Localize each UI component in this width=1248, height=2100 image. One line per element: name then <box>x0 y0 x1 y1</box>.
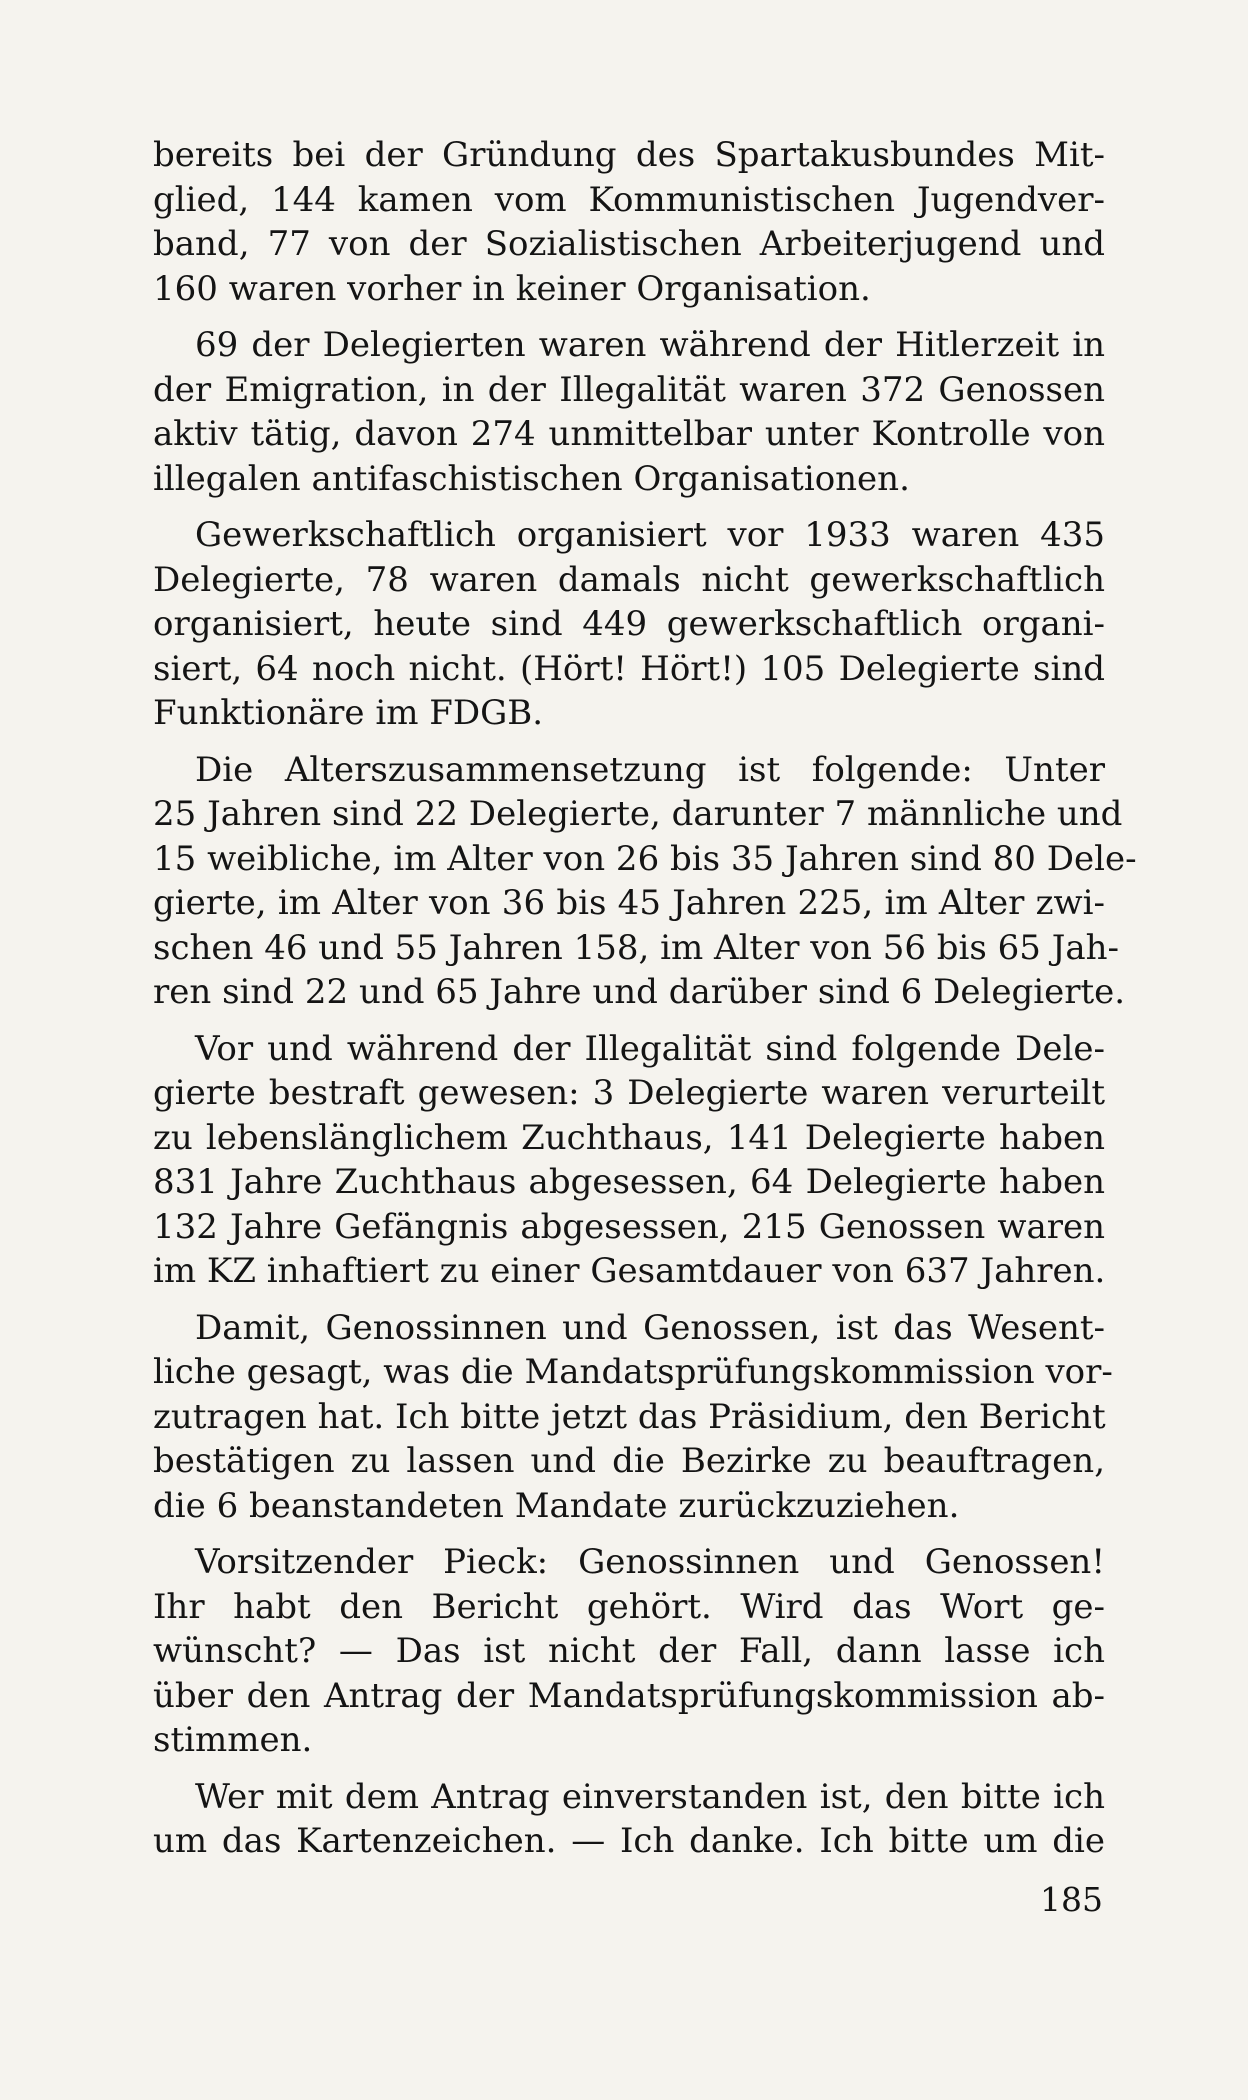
text-line: wünscht? — Das ist nicht der Fall, dann lasse ich <box>153 1631 1105 1671</box>
text-line: 831 Jahre Zuchthaus abgesessen, 64 Delegierte haben <box>153 1162 1105 1202</box>
page-body-text <box>153 133 1137 1876</box>
text-line: schen 46 und 55 Jahren 158, im Alter von 56 bis 65 Jah- <box>153 927 1120 968</box>
text-line: der Emigration, in der Illegalität waren 372 Genossen <box>153 369 1105 410</box>
text-line: Gewerkschaftlich organisiert vor 1933 waren 435 <box>195 515 1105 555</box>
text-line: über den Antrag der Mandatsprüfungskommission ab- <box>153 1675 1105 1716</box>
text-line: zutragen hat. Ich bitte jetzt das Präsidium, den Bericht <box>153 1396 1106 1437</box>
text-line: zu lebenslänglichem Zuchthaus, 141 Delegierte haben <box>153 1117 1105 1158</box>
text-line: organisiert, heute sind 449 gewerkschaftlich organi- <box>153 604 1105 644</box>
text-line: 160 waren vorher in keiner Organisation. <box>153 268 871 309</box>
page-number: 185 <box>1040 1880 1103 1919</box>
text-line: Damit, Genossinnen und Genossen, ist das Wesent- <box>195 1307 1105 1348</box>
text-line: um das Kartenzeichen. — Ich danke. Ich bitte um die <box>153 1821 1105 1861</box>
text-line: Vorsitzender Pieck: Genossinnen und Genossen! <box>195 1542 1105 1582</box>
paragraph <box>153 1027 1105 1294</box>
paragraph <box>153 1540 1105 1763</box>
text-line: aktiv tätig, davon 274 unmittelbar unter Kontrolle von <box>153 414 1105 454</box>
text-line: 69 der Delegierten waren während der Hitlerzeit in <box>195 325 1105 365</box>
text-line: illegalen antifaschistischen Organisationen. <box>153 458 910 499</box>
text-line: 15 weibliche, im Alter von 26 bis 35 Jahren sind 80 Dele- <box>153 838 1137 879</box>
text-line: Die Alterszusammensetzung ist folgende: Unter <box>195 749 1105 790</box>
text-line: ren sind 22 und 65 Jahre und darüber sind 6 Delegierte. <box>153 972 1126 1012</box>
paragraph <box>153 1306 1113 1529</box>
text-line: gierte bestraft gewesen: 3 Delegierte waren verurteilt <box>153 1073 1105 1113</box>
text-line: im KZ inhaftiert zu einer Gesamtdauer von 637 Jahren. <box>153 1251 1106 1291</box>
text-line: liche gesagt, was die Mandatsprüfungskommission vor- <box>153 1352 1113 1392</box>
text-line: bestätigen zu lassen und die Bezirke zu beauftragen, <box>153 1441 1105 1481</box>
paragraph <box>153 133 1105 311</box>
text-line: stimmen. <box>153 1720 313 1760</box>
paragraph <box>153 748 1137 1015</box>
text-line: band, 77 von der Sozialistischen Arbeiterjugend und <box>153 224 1105 264</box>
text-line: glied, 144 kamen vom Kommunistischen Jugendver- <box>153 179 1105 220</box>
text-line: Vor und während der Illegalität sind folgende Dele- <box>195 1028 1105 1069</box>
text-line: Delegierte, 78 waren damals nicht gewerkschaftlich <box>153 559 1105 600</box>
paragraph <box>153 1775 1105 1864</box>
text-line: Wer mit dem Antrag einverstanden ist, den bitte ich <box>195 1776 1105 1817</box>
text-line: die 6 beanstandeten Mandate zurückzuziehen. <box>153 1485 960 1526</box>
text-line: 132 Jahre Gefängnis abgesessen, 215 Genossen waren <box>153 1206 1105 1247</box>
text-line: bereits bei der Gründung des Spartakusbundes Mit- <box>153 135 1105 175</box>
text-line: gierte, im Alter von 36 bis 45 Jahren 225, im Alter zwi- <box>153 883 1105 923</box>
paragraph <box>153 513 1105 736</box>
text-line: siert, 64 noch nicht. (Hört! Hört!) 105 Delegierte sind <box>153 648 1105 689</box>
text-line: 25 Jahren sind 22 Delegierte, darunter 7 männliche und <box>153 794 1123 834</box>
text-line: Ihr habt den Bericht gehört. Wird das Wort ge- <box>153 1586 1105 1627</box>
paragraph <box>153 323 1105 501</box>
text-line: Funktionäre im FDGB. <box>153 693 544 733</box>
